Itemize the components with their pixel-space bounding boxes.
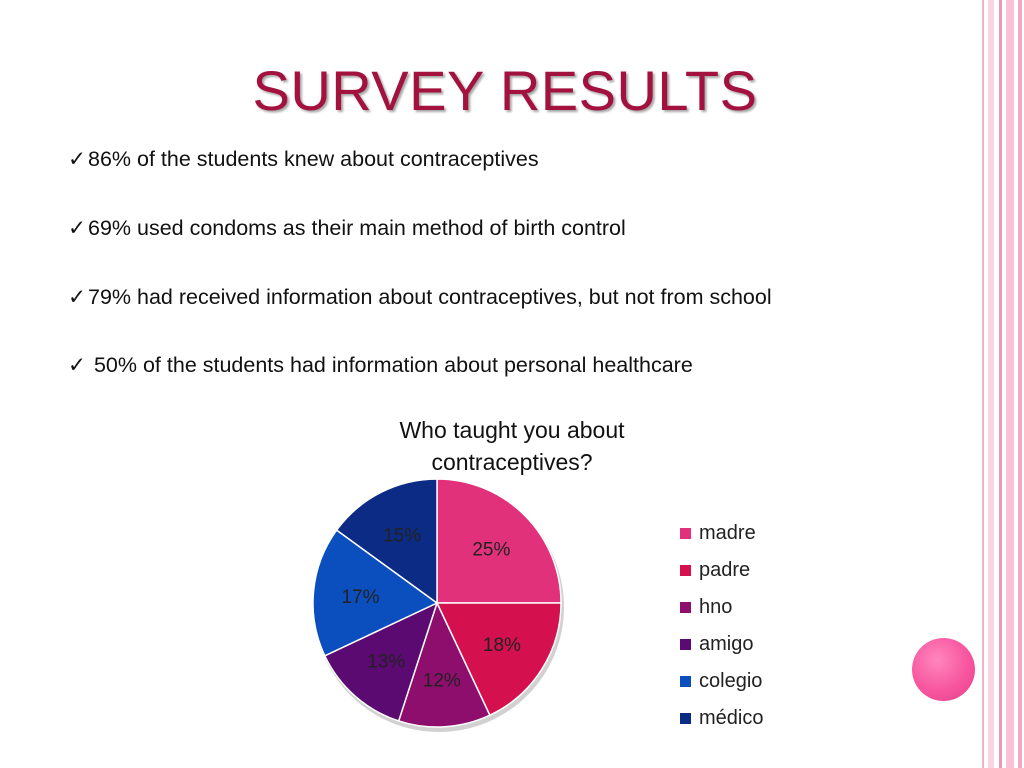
- legend-label: médico: [699, 707, 764, 729]
- legend-swatch: [680, 713, 691, 724]
- legend-label: colegio: [699, 670, 763, 692]
- pie-data-label: 13%: [367, 651, 406, 673]
- legend-label: madre: [699, 522, 756, 544]
- pie-data-label: 17%: [341, 586, 380, 608]
- legend-swatch: [680, 565, 691, 576]
- decorative-circle: [912, 638, 975, 701]
- chart-legend: [680, 515, 763, 737]
- pie-data-label: 15%: [383, 525, 422, 547]
- legend-item: [680, 552, 763, 589]
- checkmark-icon: ✓: [68, 285, 87, 309]
- bullet-text: 79% had received information about contraceptives, but not from school: [88, 285, 772, 309]
- bullet-text: 69% used condoms as their main method of birth control: [88, 216, 626, 240]
- legend-label: padre: [699, 559, 751, 581]
- slide-title: SURVEY RESULTS: [252, 59, 758, 122]
- legend-item: [680, 515, 763, 552]
- legend-item: [680, 589, 763, 626]
- checkmark-icon: ✓: [68, 353, 87, 377]
- legend-label: hno: [699, 596, 733, 618]
- chart-title-line: contraceptives?: [431, 449, 593, 475]
- checkmark-icon: ✓: [68, 216, 87, 240]
- legend-swatch: [680, 528, 691, 539]
- bullet-item: [68, 216, 626, 241]
- checkmark-icon: ✓: [68, 147, 87, 171]
- pie-data-label: 25%: [472, 539, 511, 561]
- legend-item: [680, 626, 763, 663]
- legend-swatch: [680, 676, 691, 687]
- pie-data-label: 12%: [422, 670, 461, 692]
- bullet-item: [68, 285, 772, 310]
- chart-title: [312, 414, 712, 478]
- legend-swatch: [680, 639, 691, 650]
- legend-item: [680, 700, 763, 737]
- legend-label: amigo: [699, 633, 754, 655]
- legend-item: [680, 663, 763, 700]
- bullet-item: [68, 147, 539, 172]
- bullet-text: 86% of the students knew about contraceptives: [88, 147, 539, 171]
- pie-chart: [300, 470, 580, 740]
- bullet-text: 50% of the students had information about personal healthcare: [88, 353, 693, 377]
- bullet-item: [68, 353, 693, 378]
- pie-data-label: 18%: [482, 635, 521, 657]
- stripe: [1018, 0, 1022, 768]
- chart-title-line: Who taught you about: [399, 417, 625, 443]
- legend-swatch: [680, 602, 691, 613]
